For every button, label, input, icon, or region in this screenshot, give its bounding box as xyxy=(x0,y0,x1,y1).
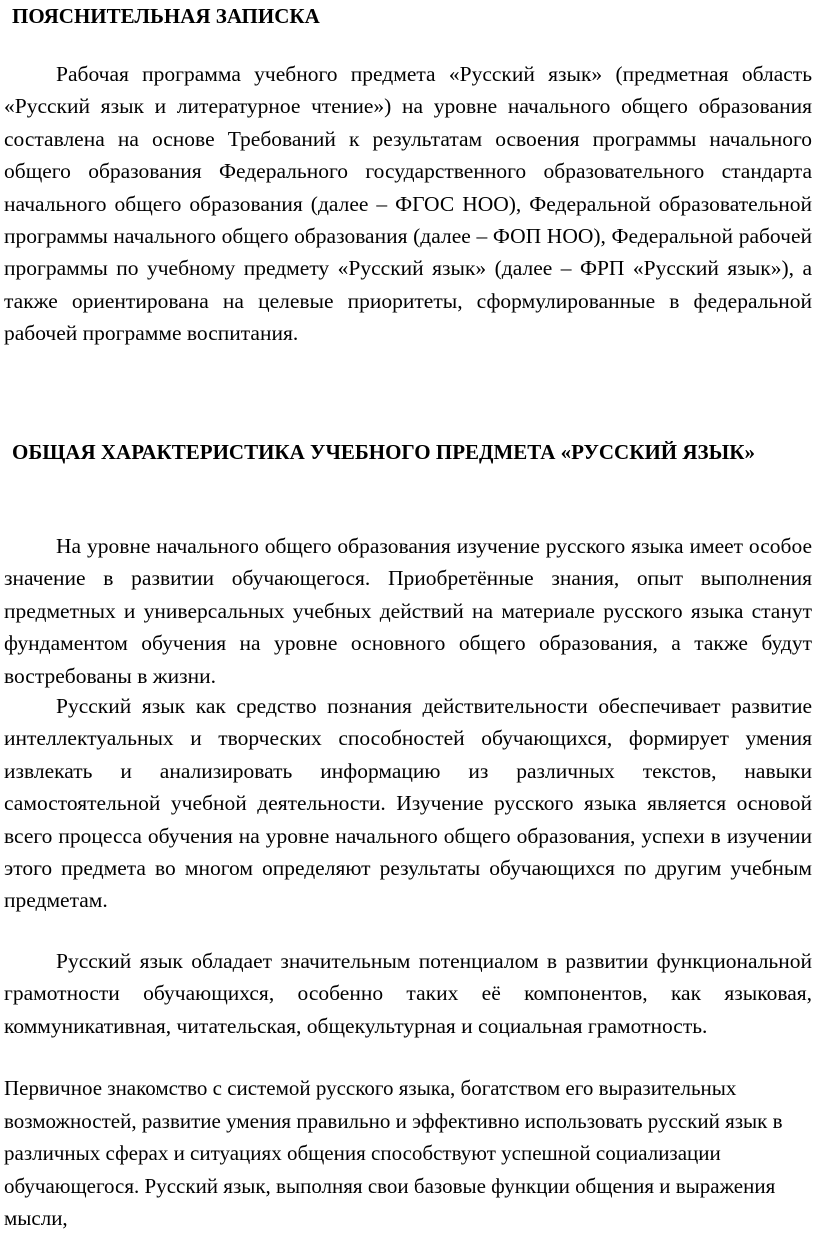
paragraph-work-program: Рабочая программа учебного предмета «Русский язык» (предметная область «Русский язык и литературное чтение») на уровне начального общего образования составлена на основе Требований к результатам освоения программы начального общего образования Федерального государственного образовательного стандарта начального общего образования (далее – ФГОС НОО), Федеральной образовательной программы начального общего образования (далее – ФОП НОО), Федеральной рабочей программы по учебному предмету «Русский язык» (далее – ФРП «Русский язык»), а также ориентирована на целевые приоритеты, сформулированные в федеральной рабочей программе воспитания. xyxy=(4,62,812,346)
paragraph-functional-literacy: Русский язык обладает значительным потенциалом в развитии функциональной грамотности обучающихся, особенно таких её компонентов, как языковая, коммуникативная, читательская, общекультурная и социальная грамотность. xyxy=(4,949,812,1038)
paragraph-cognition: Русский язык как средство познания действительности обеспечивает развитие интеллектуальных и творческих способностей обучающихся, формирует умения извлекать и анализировать информацию из различных текстов, навыки самостоятельной учебной деятельности. Изучение русского языка является основой всего процесса обучения на уровне начального общего образования, успехи в изучении этого предмета во многом определяют результаты обучающихся по другим учебным предметам. xyxy=(4,694,812,913)
paragraph-primary-education: На уровне начального общего образования изучение русского языка имеет особое значение в развитии обучающегося. Приобретённые знания, опыт выполнения предметных и универсальных учебных действий на материале русского языка станут фундаментом обучения на уровне основного общего образования, а также будут востребованы в жизни. xyxy=(4,534,812,688)
paragraph-socialization: Первичное знакомство с системой русского языка, богатством его выразительных возможностей, развитие умения правильно и эффективно использовать русский язык в различных сферах и ситуациях общения способствуют успешной социализации обучающегося. Русский язык, выполняя свои базовые функции общения и выражения мысли, xyxy=(4,1076,783,1230)
heading-explanatory-note: ПОЯСНИТЕЛЬНАЯ ЗАПИСКА xyxy=(12,4,320,28)
heading-subject-characteristics: ОБЩАЯ ХАРАКТЕРИСТИКА УЧЕБНОГО ПРЕДМЕТА «РУССКИЙ ЯЗЫК» xyxy=(12,440,755,464)
